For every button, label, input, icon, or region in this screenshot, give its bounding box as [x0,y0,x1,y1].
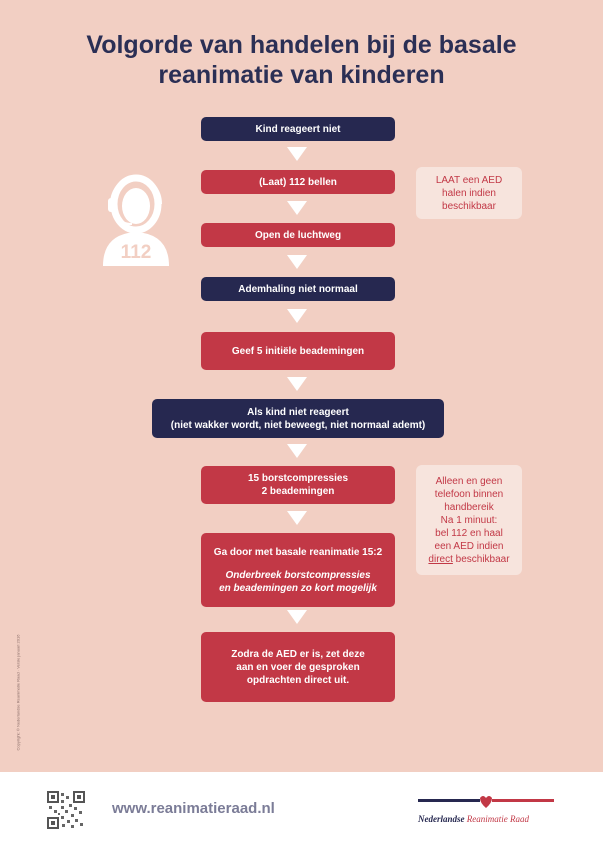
step-7-label-2: 2 beademingen [261,486,335,497]
operator-headset-icon [95,168,177,266]
side-alone-3: handbereik [444,501,494,513]
step-8-label-2: Onderbreek borstcompressies [225,569,371,581]
side-alone-6: een AED indien [434,540,504,552]
step-borstcompressies [201,466,395,504]
step-kind-reageert-niet [201,117,395,141]
arrow-6 [287,444,307,458]
step-5-beademingen [201,332,395,370]
step-ademhaling-niet-normaal [201,277,395,301]
arrow-2 [287,201,307,215]
step-9-label-3: opdrachten direct uit. [246,674,350,686]
operator-number: 112 [120,242,152,263]
step-9-label-1: Zodra de AED er is, zet deze [231,648,365,660]
step-4-label: Ademhaling niet normaal [238,283,358,295]
step-1-label: Kind reageert niet [255,123,341,135]
brand-part-1: Nederlandse [418,814,467,824]
brand-part-2: Reanimatie Raad [466,814,529,824]
arrow-7 [287,511,307,525]
step-ga-door [201,533,395,607]
step-aed [201,632,395,702]
side-alone-2: telefoon binnen [434,488,504,500]
website-url[interactable]: www.reanimatieraad.nl [112,800,275,817]
side-aed-2: halen indien [442,187,496,199]
step-2-label: (Laat) 112 bellen [259,176,337,188]
page-title [0,30,603,90]
side-note-alleen [416,465,522,575]
step-3-label: Open de luchtweg [254,229,342,241]
side-aed-1: LAAT een AED [435,174,503,186]
title-line-2: reanimatie van kinderen [158,61,445,89]
arrow-8 [287,610,307,624]
step-bel-112 [201,170,395,194]
qr-code-icon [47,791,85,829]
step-5-label: Geef 5 initiële beademingen [231,345,365,357]
step-9-label-2: aan en voer de gesproken [236,661,360,673]
side-alone-7 [428,553,509,566]
side-alone-4: Na 1 minuut: [440,514,498,526]
step-open-luchtweg [201,223,395,247]
step-6-label-2: (niet wakker wordt, niet beweegt, niet normaal ademt) [170,419,426,431]
arrow-4 [287,309,307,323]
step-6-label-1: Als kind niet reageert [247,406,349,418]
step-kind-niet-reageert [152,399,444,438]
beschikbaar-text: beschikbaar [452,553,510,565]
step-8-label-3: en beademingen zo kort mogelijk [219,582,377,594]
arrow-1 [287,147,307,161]
copyright-text: Copyright: © Nederlandse Reanimatie Raad · Versie januari 2016 [15,634,21,751]
side-alone-5: bel 112 en haal [435,527,503,539]
title-line-1: Volgorde van handelen bij de basale [86,31,517,59]
arrow-5 [287,377,307,391]
direct-underlined: direct [428,553,453,565]
step-8-label-1: Ga door met basale reanimatie 15:2 [213,546,383,558]
side-aed-3: beschikbaar [442,200,496,212]
side-note-aed [416,167,522,219]
brand-name [418,814,529,824]
step-7-label-1: 15 borstcompressies [247,473,349,484]
arrow-3 [287,255,307,269]
nrr-logo-heart-icon [418,794,554,814]
side-alone-1: Alleen en geen [435,475,503,487]
